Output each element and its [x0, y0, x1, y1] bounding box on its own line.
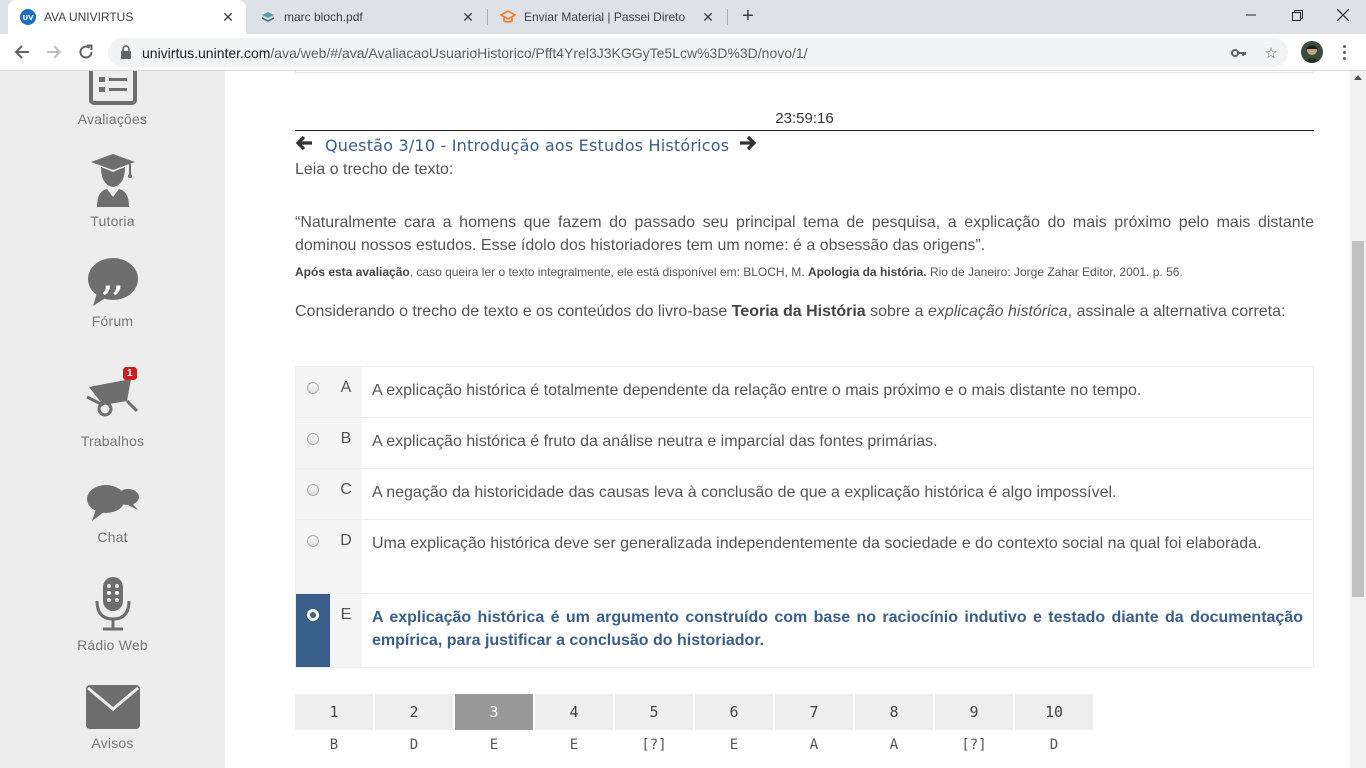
option-b[interactable]: [296, 418, 1313, 469]
question-nav-cell[interactable]: 6 E: [695, 694, 773, 760]
url-text: univirtus.uninter.com/ava/web/#/ava/AvaliacaoUsuarioHistorico/Pfft4Yrel3J3KGGyTe5Lcw%3D%3D/novo/1/: [142, 45, 808, 61]
option-text: A explicação histórica é um argumento construído com base no raciocínio indutivo e testado diante da documentação empírica, para justificar a conclusão do historiador.: [372, 609, 1303, 649]
option-e[interactable]: [296, 594, 1313, 667]
option-letter: D: [330, 520, 362, 593]
forward-button[interactable]: [42, 40, 66, 64]
address-bar[interactable]: [108, 38, 1288, 67]
option-text: A negação da historicidade das causas leva à conclusão de que a explicação histórica é algo impossível.: [372, 484, 1117, 501]
tab-title: Enviar Material | Passei Direto: [524, 10, 686, 24]
chat-bubbles-icon: [0, 483, 225, 523]
question-intro: Leia o trecho de texto:: [295, 161, 454, 178]
question-nav-cell[interactable]: 1 B: [295, 694, 373, 760]
option-text: A explicação histórica é totalmente dependente da relação entre o mais próximo e o mais distante no tempo.: [372, 382, 1142, 399]
previous-question-arrow-icon[interactable]: [295, 135, 313, 156]
radio-button[interactable]: [307, 382, 319, 394]
question-quote: “Naturalmente cara a homens que fazem do passado seu principal tema de pesquisa, a explicação do mais próximo pelo mais distante dominou nossos estudos. Esse ídolo dos historiadores tem um nome: é a obsessão das origens”.: [295, 214, 1314, 254]
option-d[interactable]: [296, 520, 1313, 594]
browser-toolbar: [0, 34, 1366, 71]
question-nav-cell[interactable]: 4 E: [535, 694, 613, 760]
option-letter: E: [330, 594, 362, 667]
sidebar-item-label: Avisos: [91, 735, 134, 751]
page: [0, 71, 1366, 768]
question-nav-cell[interactable]: 8 A: [855, 694, 933, 760]
answer-options: [295, 366, 1314, 668]
radio-button[interactable]: [307, 484, 319, 496]
close-tab-icon[interactable]: ✕: [222, 8, 234, 25]
clipboard-icon: [0, 71, 225, 105]
scrollbar-thumb[interactable]: [1352, 241, 1364, 597]
sidebar-item-avaliacoes[interactable]: [0, 71, 225, 127]
sidebar-item-forum[interactable]: [0, 257, 225, 329]
tab-ava-univirtus[interactable]: [8, 0, 246, 34]
question-navigator: [295, 694, 1095, 760]
question-header: [295, 135, 757, 156]
scroll-up-arrow-icon[interactable]: [1354, 75, 1362, 80]
option-text: A explicação histórica é fruto da análise neutra e imparcial das fontes primárias.: [372, 433, 938, 450]
browser-tab-strip: [0, 0, 1366, 34]
microphone-icon: [0, 577, 225, 631]
vertical-scrollbar[interactable]: [1350, 71, 1366, 768]
reload-button[interactable]: [74, 40, 98, 64]
graduation-cap-icon: [500, 9, 516, 25]
svg-text:,,: ,,: [102, 263, 123, 298]
univirtus-logo-icon: [20, 9, 36, 25]
sidebar: [0, 71, 225, 768]
option-c[interactable]: [296, 469, 1313, 520]
close-window-button[interactable]: [1320, 0, 1366, 30]
question-source: Após esta avaliação, caso queira ler o texto integralmente, ele está disponível em: BLOCH, M. Apologia da história. Rio de Janeiro: Jorge Zahar Editor, 2001. p. 56.: [295, 265, 1183, 279]
main-content: [225, 71, 1350, 768]
bookmark-star-icon[interactable]: ☆: [1264, 45, 1278, 62]
question-nav-cell[interactable]: 9 [?]: [935, 694, 1013, 760]
profile-avatar[interactable]: [1301, 41, 1323, 63]
tab-passei-direto[interactable]: [488, 0, 726, 34]
radio-button[interactable]: [307, 433, 319, 445]
sidebar-item-label: Avaliações: [77, 111, 148, 127]
browser-menu-icon[interactable]: [1334, 42, 1354, 62]
back-button[interactable]: [10, 40, 34, 64]
minimize-button[interactable]: [1228, 0, 1274, 30]
sidebar-item-label: Tutoria: [90, 213, 135, 229]
previous-panel-edge: [295, 71, 1314, 73]
sidebar-item-chat[interactable]: [0, 483, 225, 545]
question-prompt: Considerando o trecho de texto e os conteúdos do livro-base Teoria da História sobre a explicação histórica, assinale a alternativa correta:: [295, 303, 1286, 320]
sidebar-item-label: Fórum: [91, 313, 134, 329]
option-letter: A: [330, 367, 362, 417]
svg-text:UV: UV: [22, 14, 34, 22]
key-icon[interactable]: [1230, 44, 1248, 62]
countdown-timer: 23:59:16: [775, 110, 834, 127]
sidebar-item-radio-web[interactable]: [0, 577, 225, 653]
question-nav-cell[interactable]: 5 [?]: [615, 694, 693, 760]
new-tab-button[interactable]: +: [742, 5, 754, 27]
next-question-arrow-icon[interactable]: [739, 135, 757, 156]
envelope-icon: [0, 685, 225, 729]
option-text: Uma explicação histórica deve ser generalizada independentemente da sociedade e do contexto social na qual foi elaborada.: [372, 535, 1262, 552]
question-title: Questão 3/10 - Introdução aos Estudos Históricos: [325, 136, 730, 155]
tab-marc-bloch-pdf[interactable]: [248, 0, 486, 34]
divider: [295, 130, 1314, 131]
radio-button-selected[interactable]: [307, 609, 319, 621]
tab-title: marc bloch.pdf: [284, 10, 363, 24]
forum-quote-icon: [0, 257, 225, 307]
wheelbarrow-icon: [0, 368, 225, 417]
question-nav-cell[interactable]: 7 A: [775, 694, 853, 760]
sidebar-item-tutoria[interactable]: [0, 153, 225, 229]
sidebar-item-label: Rádio Web: [77, 637, 148, 653]
tab-title: AVA UNIVIRTUS: [44, 10, 134, 24]
option-letter: B: [330, 418, 362, 468]
restore-button[interactable]: [1274, 0, 1320, 30]
sidebar-item-trabalhos[interactable]: [0, 368, 225, 449]
sidebar-item-label: Chat: [97, 529, 128, 545]
question-nav-cell[interactable]: 2 D: [375, 694, 453, 760]
close-tab-icon[interactable]: ✕: [462, 8, 474, 25]
tutor-icon: [0, 153, 225, 207]
question-nav-cell-current[interactable]: 3 E: [455, 694, 533, 760]
radio-button[interactable]: [307, 535, 319, 547]
lock-icon: [120, 45, 132, 64]
option-a[interactable]: [296, 367, 1313, 418]
option-letter: C: [330, 469, 362, 519]
pdf-stack-icon: [260, 9, 276, 25]
sidebar-item-avisos[interactable]: [0, 685, 225, 751]
close-tab-icon[interactable]: ✕: [702, 8, 714, 25]
question-nav-cell[interactable]: 10 D: [1015, 694, 1093, 760]
notification-badge: 1: [123, 367, 137, 380]
sidebar-item-label: Trabalhos: [80, 433, 145, 449]
